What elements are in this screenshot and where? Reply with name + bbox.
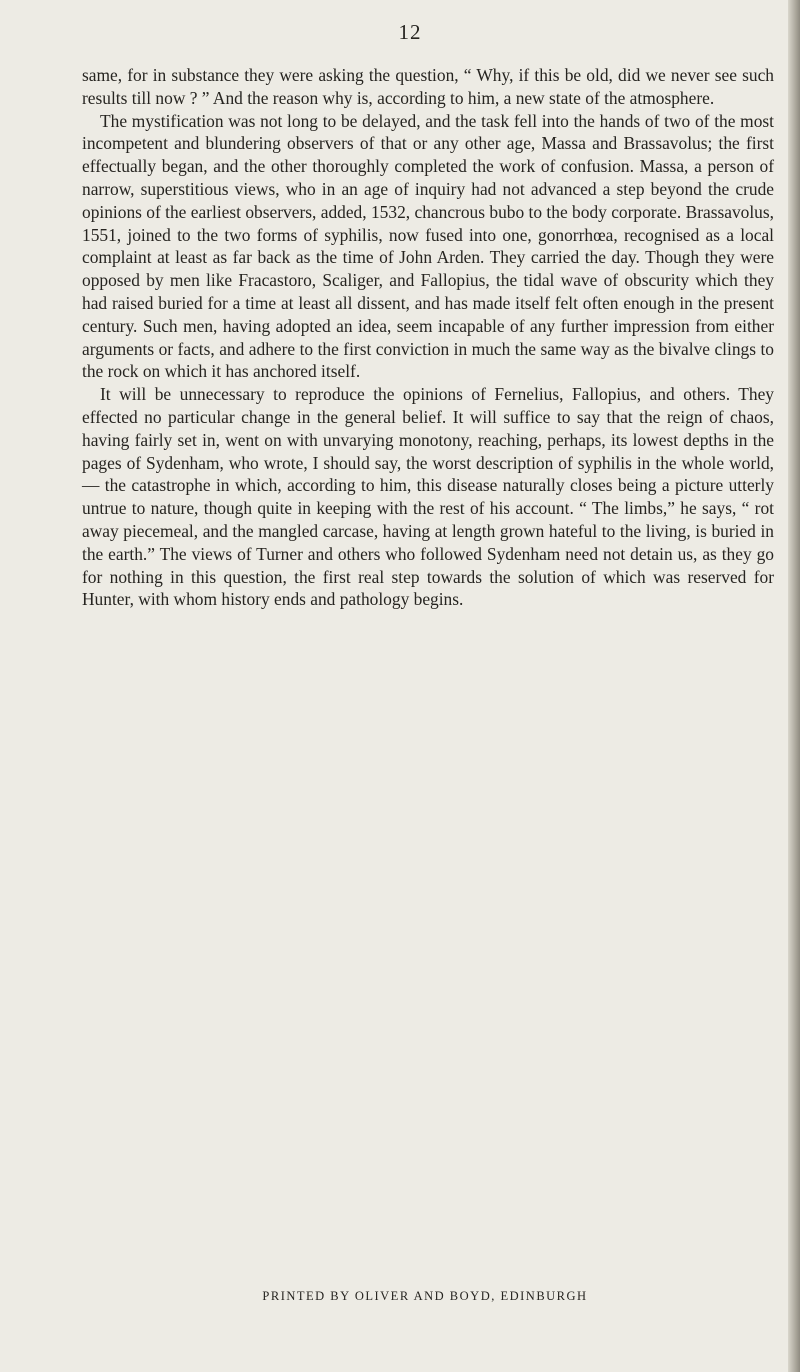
paragraph-mystification: The mystification was not long to be delayed, and the task fell into the hands of two of the most incompetent and blundering observers of that or any other age, Massa and Brassavolus; the first effectually began, and the other thoroughly completed the work of confusion. Massa, a person of narrow, superstitious views, who in an age of inquiry had not advanced a step beyond the crude opinions of the earliest observers, added, 1532, chancrous bubo to the body corporate. Brassavolus, 1551, joined to the two forms of syphilis, now fused into one, gonorrhœa, recognised as a local complaint at least as far back as the time of John Arden. They carried the day. Though they were opposed by men like Fracastoro, Scaliger, and Fallopius, the tidal wave of obscurity which they had raised buried for a time at least all dissent, and has made itself felt often enough in the present century. Such men, having adopted an idea, seem incapable of any further impression from either arguments or facts, and adhere to the first conviction in much the same way as the bivalve clings to the rock on which it has anchored itself.: [82, 110, 774, 382]
page-edge-shadow: [788, 0, 800, 1372]
paragraph-continued: same, for in substance they were asking the question, “ Why, if this be old, did we never see such results till now ? ” And the reason why is, according to him, a new state of the atmosphere.: [82, 65, 774, 108]
printer-imprint: PRINTED BY OLIVER AND BOYD, EDINBURGH: [262, 1289, 588, 1303]
body-text: [82, 64, 774, 611]
paragraph-reign-of-chaos: It will be unnecessary to reproduce the opinions of Fernelius, Fallopius, and others. They effected no particular change in the general belief. It will suffice to say that the reign of chaos, having fairly set in, went on with unvarying monotony, reaching, perhaps, its lowest depths in the pages of Sydenham, who wrote, I should say, the worst description of syphilis in the whole world,— the catastrophe in which, according to him, this disease naturally closes being a picture utterly untrue to nature, though quite in keeping with the rest of his account. “ The limbs,” he says, “ rot away piecemeal, and the mangled carcase, having at length grown hateful to the living, is buried in the earth.” The views of Turner and others who followed Sydenham need not detain us, as they go for nothing in this question, the first real step towards the solution of which was reserved for Hunter, with whom history ends and pathology begins.: [82, 384, 774, 610]
page-number: 12: [398, 20, 422, 44]
